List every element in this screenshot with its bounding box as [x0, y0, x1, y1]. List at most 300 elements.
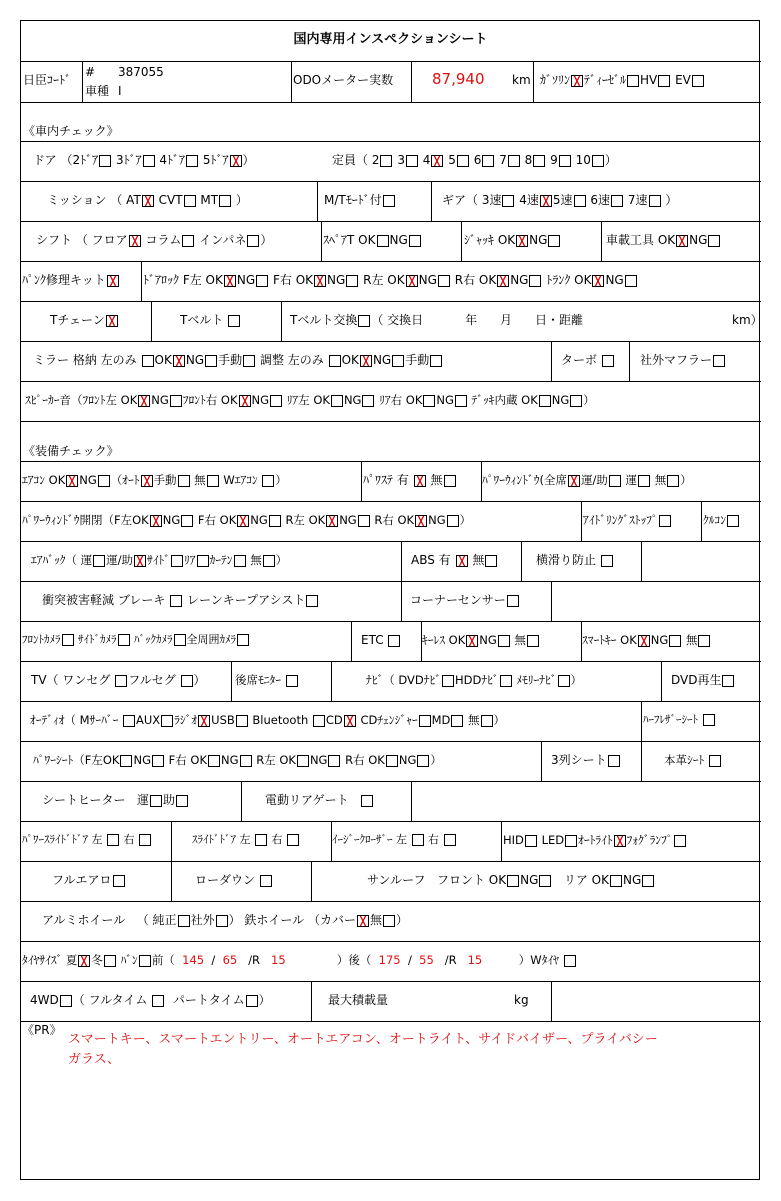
- checkbox-icon[interactable]: [107, 834, 119, 846]
- checkbox-icon[interactable]: [674, 835, 686, 847]
- year-label: 年: [465, 313, 478, 327]
- checkbox-icon[interactable]: [152, 995, 164, 1007]
- checkbox-icon[interactable]: [106, 315, 118, 327]
- checkbox-icon[interactable]: [236, 715, 248, 727]
- pw-close: ）: [680, 473, 692, 487]
- navi-row: [366, 672, 582, 688]
- checkbox-icon[interactable]: [129, 235, 141, 247]
- easy-closer-row: [332, 832, 457, 848]
- odo-value: 87,940: [432, 70, 485, 88]
- checkbox-icon[interactable]: [574, 195, 586, 207]
- checkbox-icon[interactable]: [255, 834, 267, 846]
- checkbox-icon[interactable]: [361, 795, 373, 807]
- checkbox-icon[interactable]: [380, 155, 392, 167]
- checkbox-icon[interactable]: [592, 275, 604, 287]
- shift-row: [36, 232, 272, 248]
- doorlock-ng: NG: [605, 273, 624, 287]
- checkbox-icon[interactable]: [186, 155, 198, 167]
- tools-row: [606, 232, 721, 248]
- audio-none: 無: [468, 713, 480, 727]
- pseat-ng: NG: [133, 753, 151, 767]
- pseat-rl: R左 OK: [256, 753, 296, 767]
- keyless-ng: NG: [479, 633, 497, 647]
- checkbox-icon[interactable]: [558, 675, 570, 687]
- leather-label: 本革ｼｰﾄ: [664, 753, 705, 767]
- checkbox-icon[interactable]: [247, 235, 259, 247]
- speaker-rr: ﾘｱ右 OK: [379, 393, 423, 407]
- jack-ng: NG: [529, 233, 548, 247]
- doorlock-ng: NG: [327, 273, 346, 287]
- audio-bluetooth: Bluetooth: [252, 713, 309, 727]
- checkbox-icon[interactable]: [525, 835, 537, 847]
- aircon-row: [22, 472, 287, 488]
- aircon-none: 無: [194, 473, 206, 487]
- checkbox-icon[interactable]: [270, 395, 282, 407]
- fuel-ev: EV: [675, 73, 691, 87]
- checkbox-icon[interactable]: [139, 955, 151, 967]
- model-label: 車種: [85, 84, 110, 98]
- muffler-row: [640, 352, 726, 368]
- doorlock-rr: R右 OK: [454, 273, 497, 287]
- idle-label: ｱｲﾄﾞﾘﾝｸﾞｽﾄｯﾌﾟ: [583, 513, 658, 527]
- lowdown-label: ローダウン: [195, 873, 256, 887]
- corner-row: [410, 592, 520, 608]
- checkbox-icon[interactable]: [419, 715, 431, 727]
- puncture-label: ﾊﾟﾝｸ修理キット: [22, 273, 106, 287]
- checkbox-icon[interactable]: [313, 715, 325, 727]
- checkbox-icon[interactable]: [614, 835, 626, 847]
- tire-front-label: 前（: [151, 953, 175, 967]
- checkbox-icon[interactable]: [539, 875, 551, 887]
- jack-label: ｼﾞｬｯｷ: [464, 233, 495, 247]
- door-3: 3ﾄﾞｱ: [115, 153, 142, 167]
- checkbox-icon[interactable]: [431, 155, 443, 167]
- audio-aux: AUX: [135, 713, 161, 727]
- seat-7: 7: [499, 153, 507, 167]
- speaker-rl: ﾘｱ左 OK: [286, 393, 330, 407]
- checkbox-icon[interactable]: [608, 755, 620, 767]
- camera-all: 全周囲ｶﾒﾗ: [186, 633, 236, 646]
- checkbox-icon[interactable]: [170, 595, 182, 607]
- checkbox-icon[interactable]: [287, 834, 299, 846]
- tire-rear-label: ）後（: [336, 953, 372, 967]
- checkbox-icon[interactable]: [516, 235, 528, 247]
- checkbox-icon[interactable]: [658, 75, 670, 87]
- checkbox-icon[interactable]: [602, 355, 614, 367]
- door-2: （2ﾄﾞｱ: [60, 153, 99, 167]
- checkbox-icon[interactable]: [123, 715, 135, 727]
- tools-label: 車載工具: [606, 233, 655, 247]
- pwopen-close: ）: [459, 513, 472, 527]
- shift-label: シフト: [36, 233, 73, 247]
- smartkey-label: ｽﾏｰﾄｷｰ OK: [582, 633, 637, 647]
- checkbox-icon[interactable]: [444, 834, 456, 846]
- checkbox-icon[interactable]: [224, 275, 236, 287]
- checkbox-icon[interactable]: [727, 515, 739, 527]
- sunroof-rear: リア OK: [563, 873, 609, 887]
- code-prefix: #: [85, 65, 96, 79]
- mission-cvt: CVT: [158, 193, 183, 207]
- checkbox-icon[interactable]: [98, 475, 110, 487]
- speaker-label: ｽﾋﾟｰｶｰ音（: [25, 393, 83, 407]
- aircon-w: Wｴｱｺﾝ: [223, 473, 258, 487]
- gear-4: 4速: [519, 193, 539, 207]
- checkbox-icon[interactable]: [184, 195, 196, 207]
- tire-label: ﾀｲﾔｻｲｽﾞ 夏: [22, 953, 78, 967]
- easy-closer-label: ｲｰｼﾞｰｸﾛｰｻﾞｰ 左: [332, 833, 407, 846]
- audio-cd-changer: CDﾁｪﾝｼﾞｬｰ: [360, 713, 418, 727]
- fuel-gasoline: ｶﾞｿﾘﾝ: [540, 73, 571, 87]
- checkbox-icon[interactable]: [344, 715, 356, 727]
- abs-none: 無: [472, 553, 485, 567]
- checkbox-icon[interactable]: [262, 475, 274, 487]
- gear-7: 7速: [627, 193, 648, 207]
- checkbox-icon[interactable]: [540, 195, 552, 207]
- checkbox-icon[interactable]: [564, 955, 576, 967]
- tire-sep: /: [211, 953, 216, 967]
- checkbox-icon[interactable]: [383, 195, 395, 207]
- checkbox-icon[interactable]: [451, 715, 463, 727]
- checkbox-icon[interactable]: [228, 315, 240, 327]
- rear-monitor-row: [235, 672, 299, 688]
- pwopen-ng: NG: [250, 513, 268, 527]
- etc-label: ETC: [361, 633, 384, 647]
- checkbox-icon[interactable]: [444, 475, 456, 487]
- checkbox-icon[interactable]: [423, 395, 435, 407]
- speaker-ng: NG: [551, 393, 570, 407]
- checkbox-icon[interactable]: [386, 755, 398, 767]
- aircon-close: ）: [275, 473, 287, 487]
- checkbox-icon[interactable]: [174, 634, 186, 646]
- checkbox-icon[interactable]: [60, 995, 72, 1007]
- third-row-seat-row: [551, 752, 621, 768]
- airbag-curtain: ｶｰﾃﾝ: [209, 553, 233, 567]
- checkbox-icon[interactable]: [208, 755, 220, 767]
- checkbox-icon[interactable]: [237, 515, 249, 527]
- smartkey-none: 無: [685, 633, 698, 647]
- checkbox-icon[interactable]: [377, 235, 389, 247]
- checkbox-icon[interactable]: [388, 635, 400, 647]
- checkbox-icon[interactable]: [173, 355, 185, 367]
- checkbox-icon[interactable]: [392, 355, 404, 367]
- airbag-label: ｴｱﾊﾞｯｸ（: [31, 553, 77, 567]
- pwopen-row: [22, 512, 471, 528]
- checkbox-icon[interactable]: [99, 155, 111, 167]
- checkbox-icon[interactable]: [150, 795, 162, 807]
- checkbox-icon[interactable]: [527, 635, 539, 647]
- checkbox-icon[interactable]: [181, 515, 193, 527]
- checkbox-icon[interactable]: [78, 955, 90, 967]
- checkbox-icon[interactable]: [181, 675, 193, 687]
- checkbox-icon[interactable]: [497, 275, 509, 287]
- checkbox-icon[interactable]: [161, 715, 173, 727]
- sunroof-row: [367, 872, 655, 888]
- speaker-ng: NG: [151, 393, 169, 407]
- checkbox-icon[interactable]: [113, 875, 125, 887]
- keyless-label: ｷｰﾚｽ OK: [422, 633, 466, 647]
- jack-row: [464, 232, 561, 248]
- checkbox-icon[interactable]: [237, 634, 249, 646]
- checkbox-icon[interactable]: [143, 155, 155, 167]
- heater-passenger: 助: [163, 793, 176, 807]
- pseat-label: ﾊﾟﾜｰｼｰﾄ（F左OK: [33, 753, 120, 767]
- checkbox-icon[interactable]: [502, 195, 514, 207]
- seat-8: 8: [524, 153, 533, 167]
- checkbox-icon[interactable]: [297, 755, 309, 767]
- checkbox-icon[interactable]: [62, 634, 74, 646]
- checkbox-icon[interactable]: [507, 875, 519, 887]
- speaker-row: [25, 392, 595, 408]
- page-title: 国内専用インスペクションシート: [293, 32, 488, 47]
- checkbox-icon[interactable]: [708, 235, 720, 247]
- shift-column: コラム: [145, 233, 182, 247]
- tchain-row: [50, 312, 119, 328]
- gear-label: ギア（ 3速: [442, 193, 502, 207]
- checkbox-icon[interactable]: [314, 275, 326, 287]
- checkbox-icon[interactable]: [482, 155, 494, 167]
- tire-row: [22, 952, 577, 968]
- checkbox-icon[interactable]: [171, 555, 183, 567]
- checkbox-icon[interactable]: [414, 475, 426, 487]
- jack-ok: OK: [497, 233, 516, 247]
- checkbox-icon[interactable]: [120, 755, 132, 767]
- checkbox-icon[interactable]: [539, 395, 551, 407]
- checkbox-icon[interactable]: [565, 835, 577, 847]
- checkbox-icon[interactable]: [150, 515, 162, 527]
- checkbox-icon[interactable]: [455, 395, 467, 407]
- doorlock-fr: F右 OK: [273, 273, 314, 287]
- mission-at: （ AT: [110, 193, 141, 207]
- checkbox-icon[interactable]: [357, 915, 369, 927]
- checkbox-icon[interactable]: [234, 555, 246, 567]
- checkbox-icon[interactable]: [669, 635, 681, 647]
- spare-ng: NG: [389, 233, 408, 247]
- checkbox-icon[interactable]: [170, 395, 182, 407]
- checkbox-icon[interactable]: [638, 635, 650, 647]
- sunroof-ng: NG: [622, 873, 642, 887]
- checkbox-icon[interactable]: [709, 755, 721, 767]
- seat-5: 5: [448, 153, 456, 167]
- checkbox-icon[interactable]: [230, 155, 242, 167]
- checkbox-icon[interactable]: [263, 555, 275, 567]
- pr-text: スマートキー、スマートエントリー、オートエアコン、オートライト、サイドバイザー、プライバシーガラス、: [68, 1032, 658, 1067]
- wheel-genuine: （ 純正: [136, 913, 177, 927]
- checkbox-icon[interactable]: [107, 275, 119, 287]
- checkbox-icon[interactable]: [409, 235, 421, 247]
- checkbox-icon[interactable]: [178, 475, 190, 487]
- gear-close: ）: [665, 193, 678, 207]
- checkbox-icon[interactable]: [240, 755, 252, 767]
- checkbox-icon[interactable]: [481, 715, 493, 727]
- checkbox-icon[interactable]: [178, 915, 190, 927]
- tire-w-label: ）Wﾀｲﾔ: [518, 953, 559, 967]
- seat-row: [332, 152, 617, 168]
- checkbox-icon[interactable]: [66, 475, 78, 487]
- pseat-ng: NG: [398, 753, 417, 767]
- pw-driver-passenger: 運/助: [581, 473, 608, 487]
- fourwd-part: パートタイム: [172, 993, 245, 1007]
- checkbox-icon[interactable]: [139, 834, 151, 846]
- checkbox-icon[interactable]: [406, 275, 418, 287]
- checkbox-icon[interactable]: [328, 755, 340, 767]
- checkbox-icon[interactable]: [246, 995, 258, 1007]
- checkbox-icon[interactable]: [485, 555, 497, 567]
- checkbox-icon[interactable]: [692, 75, 704, 87]
- light-fog: ﾌｫｸﾞﾗﾝﾌﾟ: [626, 833, 673, 847]
- checkbox-icon[interactable]: [256, 275, 268, 287]
- checkbox-icon[interactable]: [500, 675, 512, 687]
- checkbox-icon[interactable]: [306, 595, 318, 607]
- checkbox-icon[interactable]: [383, 915, 395, 927]
- tire-r: /R: [444, 953, 457, 967]
- keyless-none: 無: [514, 633, 526, 647]
- checkbox-icon[interactable]: [219, 195, 231, 207]
- checkbox-icon[interactable]: [625, 275, 637, 287]
- mirror-ng: NG: [185, 353, 205, 367]
- checkbox-icon[interactable]: [610, 875, 622, 887]
- checkbox-icon[interactable]: [216, 915, 228, 927]
- tire-sep: /: [407, 953, 412, 967]
- checkbox-icon[interactable]: [638, 475, 650, 487]
- tire-front-diameter: 15: [271, 953, 286, 967]
- checkbox-icon[interactable]: [239, 395, 251, 407]
- checkbox-icon[interactable]: [118, 634, 130, 646]
- checkbox-icon[interactable]: [438, 275, 450, 287]
- checkbox-icon[interactable]: [326, 515, 338, 527]
- doorlock-fl: F左 OK: [182, 273, 223, 287]
- checkbox-icon[interactable]: [358, 515, 370, 527]
- checkbox-icon[interactable]: [406, 155, 418, 167]
- checkbox-icon[interactable]: [698, 635, 710, 647]
- checkbox-icon[interactable]: [207, 475, 219, 487]
- checkbox-icon[interactable]: [331, 395, 343, 407]
- checkbox-icon[interactable]: [93, 555, 105, 567]
- checkbox-icon[interactable]: [243, 355, 255, 367]
- pwopen-ng: NG: [162, 513, 181, 527]
- spare-row: [323, 232, 422, 248]
- checkbox-icon[interactable]: [507, 595, 519, 607]
- checkbox-icon[interactable]: [346, 275, 358, 287]
- checkbox-icon[interactable]: [456, 555, 468, 567]
- checkbox-icon[interactable]: [649, 195, 661, 207]
- checkbox-icon[interactable]: [592, 155, 604, 167]
- max-load-unit: kg: [514, 993, 529, 1007]
- checkbox-icon[interactable]: [713, 355, 725, 367]
- checkbox-icon[interactable]: [447, 515, 459, 527]
- brake-row: [42, 592, 319, 608]
- checkbox-icon[interactable]: [269, 515, 281, 527]
- checkbox-icon[interactable]: [533, 155, 545, 167]
- pseat-fr: F右 OK: [168, 753, 208, 767]
- audio-close: ）: [493, 713, 506, 727]
- doorlock-ng: NG: [510, 273, 529, 287]
- checkbox-icon[interactable]: [152, 755, 164, 767]
- checkbox-icon[interactable]: [627, 75, 639, 87]
- airbag-close: ）: [275, 553, 288, 567]
- checkbox-icon[interactable]: [182, 235, 194, 247]
- checkbox-icon[interactable]: [134, 555, 146, 567]
- checkbox-icon[interactable]: [457, 155, 469, 167]
- seat-2: 2: [371, 153, 380, 167]
- checkbox-icon[interactable]: [176, 795, 188, 807]
- checkbox-icon[interactable]: [466, 635, 478, 647]
- full-aero-label: フルエアロ: [52, 873, 112, 887]
- seat-close: ）: [604, 153, 617, 167]
- navi-close: ）: [570, 673, 583, 687]
- light-hid: HID: [503, 833, 524, 847]
- model-value: I: [118, 84, 122, 98]
- checkbox-icon[interactable]: [559, 155, 571, 167]
- checkbox-icon[interactable]: [362, 395, 374, 407]
- light-auto: ｵｰﾄﾗｲﾄ: [578, 833, 613, 847]
- mirror-adjust: 調整 左のみ: [259, 353, 324, 367]
- airbag-both: 運/助: [106, 553, 134, 567]
- pseat-close: ）: [430, 753, 442, 767]
- wheel-cover: （カバー: [308, 913, 357, 927]
- airbag-side: ｻｲﾄﾞ: [147, 553, 171, 567]
- mt-mode-row: [324, 192, 396, 208]
- checkbox-icon[interactable]: [703, 714, 715, 726]
- doorlock-label: ﾄﾞｱﾛｯｸ: [143, 273, 180, 287]
- checkbox-icon[interactable]: [601, 555, 613, 567]
- checkbox-icon[interactable]: [498, 635, 510, 647]
- checkbox-icon[interactable]: [198, 715, 210, 727]
- checkbox-icon[interactable]: [415, 515, 427, 527]
- checkbox-icon[interactable]: [329, 355, 341, 367]
- checkbox-icon[interactable]: [360, 355, 372, 367]
- checkbox-icon[interactable]: [417, 755, 429, 767]
- speaker-deck: ﾃﾞｯｷ内蔵 OK: [471, 393, 538, 407]
- checkbox-icon[interactable]: [205, 355, 217, 367]
- checkbox-icon[interactable]: [430, 355, 442, 367]
- checkbox-icon[interactable]: [722, 675, 734, 687]
- checkbox-icon[interactable]: [667, 475, 679, 487]
- checkbox-icon[interactable]: [659, 515, 671, 527]
- checkbox-icon[interactable]: [508, 155, 520, 167]
- sunroof-label: サンルーフ: [367, 873, 426, 887]
- checkbox-icon[interactable]: [676, 235, 688, 247]
- checkbox-icon[interactable]: [358, 315, 370, 327]
- checkbox-icon[interactable]: [642, 875, 654, 887]
- checkbox-icon[interactable]: [138, 395, 150, 407]
- smartkey-ng: NG: [650, 633, 669, 647]
- checkbox-icon[interactable]: [141, 475, 153, 487]
- pw-label: ﾊﾟﾜｰｳｨﾝﾄﾞｳ(全席: [482, 473, 567, 487]
- full-aero-row: [52, 872, 126, 888]
- checkbox-icon[interactable]: [142, 355, 154, 367]
- checkbox-icon[interactable]: [570, 395, 582, 407]
- tv-close: ）: [193, 673, 206, 687]
- checkbox-icon[interactable]: [571, 75, 583, 87]
- checkbox-icon[interactable]: [609, 475, 621, 487]
- checkbox-icon[interactable]: [529, 275, 541, 287]
- checkbox-icon[interactable]: [611, 195, 623, 207]
- airbag-none: 無: [250, 553, 262, 567]
- checkbox-icon[interactable]: [412, 834, 424, 846]
- checkbox-icon[interactable]: [197, 555, 209, 567]
- checkbox-icon[interactable]: [286, 675, 298, 687]
- checkbox-icon[interactable]: [142, 195, 154, 207]
- pslide-row: [22, 832, 152, 848]
- checkbox-icon[interactable]: [260, 875, 272, 887]
- checkbox-icon[interactable]: [442, 675, 454, 687]
- checkbox-icon[interactable]: [104, 955, 116, 967]
- checkbox-icon[interactable]: [115, 675, 127, 687]
- checkbox-icon[interactable]: [568, 475, 580, 487]
- sunroof-ng: NG: [520, 873, 539, 887]
- fuel-diesel: ﾃﾞｨｰｾﾞﾙ: [584, 73, 627, 87]
- checkbox-icon[interactable]: [548, 235, 560, 247]
